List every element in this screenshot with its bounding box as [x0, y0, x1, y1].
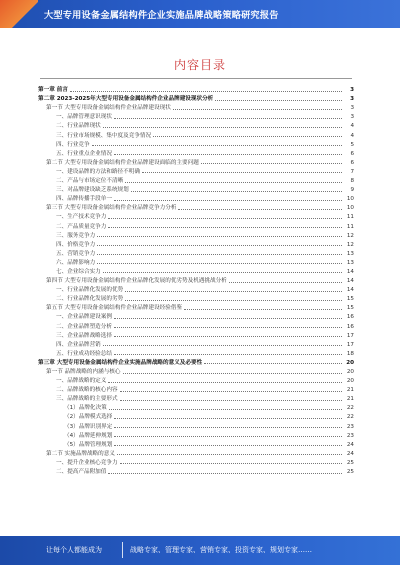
toc-leader-dots [178, 209, 342, 210]
toc-entry[interactable] [38, 330, 354, 339]
toc-entry-label: （1）品牌化决策 [64, 405, 107, 412]
toc-entry[interactable] [38, 448, 354, 457]
toc-entry-label: （3）品牌识别界定 [64, 423, 113, 430]
toc-entry-page: 24 [346, 450, 354, 457]
toc-entry-page: 4 [350, 123, 354, 130]
toc-entry[interactable] [38, 139, 354, 148]
toc-entry[interactable] [38, 111, 354, 120]
toc-leader-dots [109, 409, 342, 410]
toc-entry-label: 第一节 品牌战略的内涵与核心 [46, 369, 121, 375]
toc-entry-page: 3 [350, 87, 354, 94]
toc-leader-dots [142, 172, 342, 173]
toc-entry[interactable] [38, 348, 354, 357]
toc-entry-page: 22 [346, 414, 354, 421]
toc-entry[interactable] [38, 293, 354, 302]
toc-heading: 内容目录 [173, 58, 226, 72]
toc-entry[interactable] [38, 393, 354, 402]
toc-entry[interactable] [38, 457, 354, 466]
toc-entry[interactable] [38, 220, 354, 229]
toc-entry[interactable] [38, 93, 354, 102]
toc-entry-page: 24 [346, 441, 354, 448]
toc-entry[interactable] [38, 357, 354, 366]
toc-entry[interactable] [38, 302, 354, 311]
toc-entry[interactable] [38, 375, 354, 384]
toc-entry-label: 二、行业品牌化发展的劣势 [56, 296, 124, 303]
toc-entry[interactable] [38, 411, 354, 420]
toc-entry[interactable] [38, 284, 354, 293]
toc-entry-label: （2）品牌模式选择 [64, 414, 113, 421]
toc-entry[interactable] [38, 420, 354, 429]
toc-entry-label: 一、行业品牌化发展的优势 [56, 287, 124, 294]
toc-entry-label: 第二节 实施品牌战略的意义 [46, 450, 115, 457]
toc-leader-dots [97, 254, 342, 255]
toc-entry-page: 4 [350, 132, 354, 139]
toc-leader-dots [184, 309, 342, 310]
toc-entry[interactable] [38, 439, 354, 448]
toc-leader-dots [103, 127, 342, 128]
toc-leader-dots [173, 109, 342, 110]
toc-entry-page: 23 [346, 432, 354, 439]
toc-leader-dots [153, 136, 342, 137]
toc-entry-label: 二、产品质量竞争力 [56, 223, 107, 230]
toc-entry[interactable] [38, 257, 354, 266]
toc-entry-label: 七、企业综合实力 [56, 268, 101, 275]
toc-entry-label: 三、对品牌建设缺乏系统规划 [56, 187, 129, 194]
toc-entry-label: 五、行业重点企业情况 [56, 150, 112, 157]
toc-entry-label: 三、行业市场规模、集中度及竞争情况 [56, 132, 152, 139]
toc-entry-page: 9 [350, 187, 354, 194]
toc-leader-dots [201, 163, 342, 164]
toc-entry-label: 第二节 大型专用设备金属结构件企业品牌建设面临的主要问题 [46, 159, 199, 166]
toc-leader-dots [125, 182, 342, 183]
toc-entry-page: 13 [346, 259, 354, 266]
toc-leader-dots [114, 327, 342, 328]
toc-entry-page: 20 [346, 378, 354, 385]
toc-entry-label: 六、品牌影响力 [56, 259, 96, 266]
toc-entry[interactable] [38, 120, 354, 129]
toc-leader-dots [117, 454, 342, 455]
toc-leader-dots [125, 291, 342, 292]
toc-leader-dots [92, 145, 342, 146]
toc-entry-page: 16 [346, 314, 354, 321]
toc-entry-page: 16 [346, 323, 354, 330]
report-title: 大型专用设备金属结构件企业实施品牌战略策略研究报告 [44, 10, 279, 21]
toc-entry[interactable] [38, 211, 354, 220]
toc-entry-label: 第五节 大型专用设备金属结构件企业品牌建设经验借鉴 [46, 305, 183, 312]
toc-entry-page: 14 [346, 287, 354, 294]
toc-entry-label: 一、建设品牌的方法和路径不明确 [56, 168, 140, 175]
toc-leader-dots [108, 218, 342, 219]
toc-leader-dots [215, 100, 342, 101]
toc-entry-page: 12 [346, 241, 354, 248]
toc-entry-page: 23 [346, 423, 354, 430]
toc-entry-label: 第二章 2023-2025年大型专用设备金属结构件企业品牌建设现状分析 [38, 96, 214, 103]
toc-leader-dots [131, 191, 342, 192]
toc-entry-label: （5）品牌管理规划 [64, 441, 113, 448]
toc-entry-page: 3 [350, 114, 354, 121]
toc-leader-dots [120, 463, 342, 464]
toc-leader-dots [108, 382, 342, 383]
toc-entry[interactable] [38, 166, 354, 175]
toc-divider [40, 78, 352, 79]
toc-entry[interactable] [38, 311, 354, 320]
toc-entry-page: 10 [346, 205, 354, 212]
toc-entry[interactable] [38, 466, 354, 475]
toc-entry[interactable] [38, 339, 354, 348]
toc-entry[interactable] [38, 239, 354, 248]
toc-entry[interactable] [38, 366, 354, 375]
toc-entry-label: 五、营销竞争力 [56, 250, 96, 257]
toc-leader-dots [114, 154, 342, 155]
toc-leader-dots [108, 473, 342, 474]
toc-entry-label: 二、企业品牌塑造分析 [56, 323, 112, 330]
toc-entry[interactable] [38, 148, 354, 157]
toc-entry[interactable] [38, 402, 354, 411]
toc-leader-dots [103, 272, 342, 273]
toc-entry[interactable] [38, 266, 354, 275]
toc-entry-label: （4）品牌延伸规划 [64, 432, 113, 439]
toc-entry-label: 二、提高产品附加值 [56, 469, 107, 476]
toc-entry-label: 第四节 大型专用设备金属结构件企业品牌化发展的优劣势及机遇挑战分析 [46, 278, 227, 285]
toc-entry-page: 8 [350, 178, 354, 185]
toc-leader-dots [97, 245, 342, 246]
toc-entry-page: 11 [346, 214, 354, 221]
toc-entry[interactable] [38, 175, 354, 184]
toc-entry-page: 21 [346, 387, 354, 394]
toc-leader-dots [97, 263, 342, 264]
toc-leader-dots [120, 400, 342, 401]
toc-entry[interactable] [38, 320, 354, 329]
toc-entry-label: 二、行业品牌现状 [56, 123, 101, 130]
toc-leader-dots [114, 445, 342, 446]
toc-entry-label: 四、企业品牌营销 [56, 341, 101, 348]
toc-entry-page: 13 [346, 250, 354, 257]
toc-entry[interactable] [38, 102, 354, 111]
toc-entry-label: 第三章 大型专用设备金属结构件企业实施品牌战略的意义及必要性 [38, 359, 203, 366]
toc-entry-label: 二、品牌战略的核心内容 [56, 387, 118, 394]
toc-entry[interactable] [38, 202, 354, 211]
toc-entry-label: 三、服务竞争力 [56, 232, 96, 239]
toc-entry-label: 三、品牌战略的主要形式 [56, 396, 118, 403]
toc-entry-label: 一、生产技术竞争力 [56, 214, 107, 221]
toc-entry-page: 6 [350, 150, 354, 157]
toc-entry[interactable] [38, 430, 354, 439]
toc-leader-dots [114, 200, 342, 201]
toc-entry[interactable] [38, 84, 354, 93]
toc-entry-label: 五、行业成功经验总结 [56, 350, 112, 357]
toc-entry-page: 15 [346, 305, 354, 312]
toc-entry-label: 第三节 大型专用设备金属结构件企业品牌竞争力分析 [46, 205, 177, 212]
toc-entry-page: 10 [346, 196, 354, 203]
toc-leader-dots [114, 318, 342, 319]
toc-leader-dots [114, 354, 342, 355]
toc-entry-label: 三、企业品牌战略选择 [56, 332, 112, 339]
toc-entry[interactable] [38, 230, 354, 239]
toc-leader-dots [97, 236, 342, 237]
toc-entry-label: 第一节 大型专用设备金属结构件企业品牌建设现状 [46, 105, 171, 112]
toc-leader-dots [204, 363, 342, 364]
toc-leader-dots [114, 118, 342, 119]
toc-entry-page: 14 [346, 278, 354, 285]
toc-entry-label: 二、产品与市场定位不清晰 [56, 178, 124, 185]
toc-entry[interactable] [38, 275, 354, 284]
toc-leader-dots [114, 418, 342, 419]
toc-leader-dots [103, 345, 342, 346]
toc-entry[interactable] [38, 184, 354, 193]
toc-leader-dots [108, 227, 342, 228]
toc-entry-label: 四、品牌传播手段单一 [56, 196, 112, 203]
toc-entry-page: 18 [346, 350, 354, 357]
toc-leader-dots [125, 300, 342, 301]
toc-entry-label: 一、提升企业核心竞争力 [56, 459, 118, 466]
toc-entry-label: 四、行业竞争 [56, 141, 90, 148]
toc-entry-page: 15 [346, 296, 354, 303]
toc-entry-page: 5 [350, 141, 354, 148]
footer-slogan-right: 战略专家、管理专家、营销专家、投资专家、规划专家…… [130, 546, 312, 554]
toc-entry-page: 14 [346, 268, 354, 275]
toc-leader-dots [229, 282, 342, 283]
toc-entry-label: 一、品牌管理意识现状 [56, 114, 112, 121]
toc-entry-page: 25 [346, 459, 354, 466]
toc-leader-dots [70, 91, 342, 92]
toc-leader-dots [123, 373, 343, 374]
toc-entry-label: 四、价格竞争力 [56, 241, 96, 248]
toc-leader-dots [114, 436, 342, 437]
toc-entry-page: 25 [346, 469, 354, 476]
toc-entry-page: 3 [350, 105, 354, 112]
footer-slogan-left: 让每个人都能成为 [46, 546, 102, 554]
toc-entry-label: 第一章 前言 [38, 87, 68, 94]
toc-entry[interactable] [38, 384, 354, 393]
toc-entry-label: 一、企业品牌建设案例 [56, 314, 112, 321]
toc-entry-page: 7 [350, 168, 354, 175]
toc-entry-page: 20 [346, 359, 354, 366]
toc-entry[interactable] [38, 248, 354, 257]
table-of-contents [38, 84, 354, 475]
toc-leader-dots [120, 391, 342, 392]
toc-entry-label: 一、品牌战略的定义 [56, 378, 107, 385]
toc-entry-page: 3 [350, 96, 354, 103]
toc-leader-dots [114, 427, 342, 428]
toc-entry-page: 11 [346, 223, 354, 230]
toc-entry-page: 12 [346, 232, 354, 239]
toc-entry-page: 17 [346, 332, 354, 339]
toc-entry[interactable] [38, 193, 354, 202]
toc-entry-page: 6 [350, 159, 354, 166]
toc-entry[interactable] [38, 129, 354, 138]
toc-entry-page: 21 [346, 396, 354, 403]
toc-entry-page: 17 [346, 341, 354, 348]
toc-entry[interactable] [38, 157, 354, 166]
toc-entry-page: 20 [346, 369, 354, 375]
footer-divider [122, 542, 123, 558]
toc-leader-dots [114, 336, 342, 337]
toc-entry-page: 22 [346, 405, 354, 412]
